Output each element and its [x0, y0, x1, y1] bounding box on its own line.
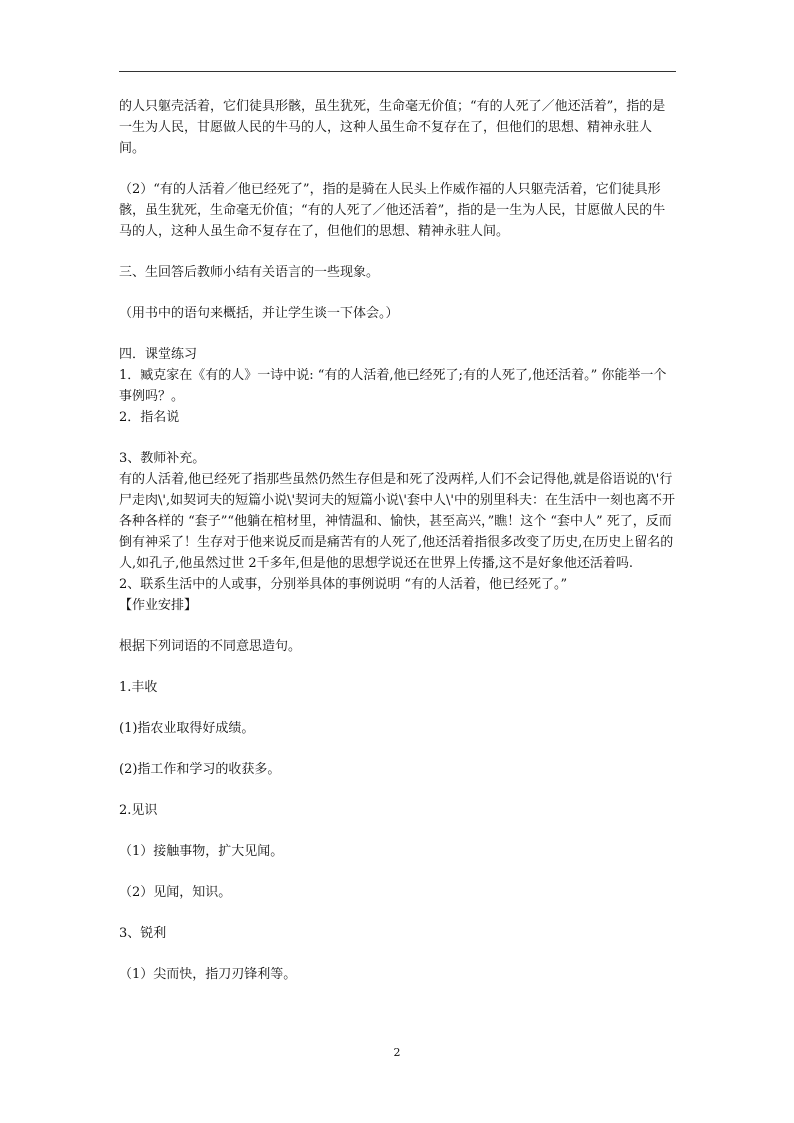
paragraph: 根据下列词语的不同意思造句。	[119, 639, 302, 654]
paragraph: (2)指工作和学习的收获多。	[119, 762, 281, 777]
paragraph: 三、生回答后教师小结有关语言的一些现象。	[119, 265, 380, 280]
paragraph: 2.见识	[119, 803, 158, 818]
document-body	[119, 96, 676, 985]
paragraph: 四．课堂练习 1．臧克家在《有的人》一诗中说: “有的人活着,他已经死了;有的人死了,他还活着。” 你能举一个事例吗？。 2．指名说	[119, 347, 667, 425]
paragraph: （用书中的语句来概括，并让学生谈一下体会。）	[119, 306, 399, 321]
paragraph: （1）尖而快，指刀刃锋利等。	[119, 967, 297, 982]
paragraph: （2）见闻，知识。	[119, 885, 232, 900]
page-number: 2	[393, 1046, 401, 1059]
paragraph: 3、教师补充。 有的人活着,他已经死了指那些虽然仍然生存但是和死了没两样,人们不会记得他,就是俗语说的\'行尸走肉\',如契诃夫的短篇小说\'契诃夫的短篇小说\'套中人\'中的别里科夫：在生活中一刻也离不开各种各样的 “套子”“他躺在棺材里，神情温和、愉快，甚至高兴，”瞧！这个 “套中人” 死了，反而倒有神采了！生存对于他来说反而是痛苦有的人死了,他还活着指很多改变了历史,在历史上留名的人,如孔子,他虽然过世 2千多年,但是他的思想学说还在世界上传播,这不是好象他还活着吗. 2、联系生活中的人或事，分别举具体的事例说明 “有的人活着，他已经死了。” 【作业安排】	[119, 451, 675, 613]
paragraph: 1.丰收	[119, 680, 158, 695]
paragraph: 的人只躯壳活着，它们徒具形骸，虽生犹死，生命毫无价值；“有的人死了／他还活着”，指的是一生为人民，甘愿做人民的牛马的人，这种人虽生命不复存在了，但他们的思想、精神永驻人间。	[119, 99, 666, 156]
paragraph: 3、锐利	[119, 926, 167, 941]
paragraph: (1)指农业取得好成绩。	[119, 721, 255, 736]
paragraph: （2）“有的人活着／他已经死了”，指的是骑在人民头上作威作福的人只躯壳活着，它们徒具形骸，虽生犹死，生命毫无价值；“有的人死了／他还活着”，指的是一生为人民，甘愿做人民的牛马的人，这种人虽生命不复存在了，但他们的思想、精神永驻人间。	[119, 182, 666, 239]
header-rule	[119, 71, 676, 72]
paragraph: （1）接触事物，扩大见闻。	[119, 844, 284, 859]
